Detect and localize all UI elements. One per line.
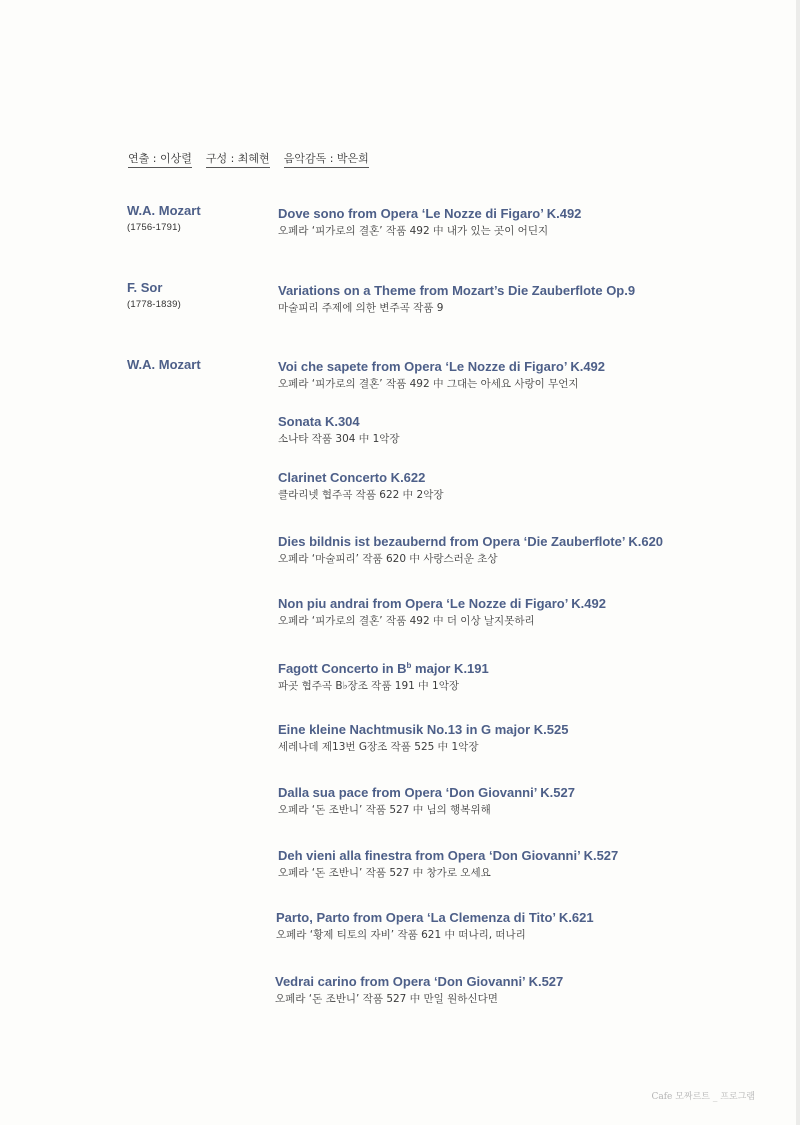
- piece-subtitle: 오페라 ‘황제 티토의 자비’ 작품 621 中 떠나리, 떠나리: [276, 929, 526, 941]
- piece-subtitle: 세레나데 제13번 G장조 작품 525 中 1악장: [278, 741, 479, 753]
- composer-name: F. Sor: [127, 280, 163, 295]
- piece-subtitle: 오페라 ‘돈 조반니’ 작품 527 中 만일 원하신다면: [275, 993, 498, 1005]
- piece-title: Parto, Parto from Opera ‘La Clemenza di Tito’ K.621: [276, 910, 594, 925]
- composer-name: W.A. Mozart: [127, 203, 201, 218]
- piece-title: Vedrai carino from Opera ‘Don Giovanni’ K.527: [275, 974, 564, 989]
- piece-title-rest: major K.191: [411, 661, 489, 676]
- program-item: [278, 470, 443, 502]
- piece-subtitle: 오페라 ‘돈 조반니’ 작품 527 中 님의 행복위해: [278, 804, 491, 816]
- composer-dates: (1778-1839): [127, 299, 181, 310]
- program-item: [276, 910, 594, 942]
- program-item: [278, 283, 635, 315]
- program-item: [278, 534, 663, 566]
- credit-composition: 구성 : 최혜현: [206, 152, 270, 168]
- piece-title-main: Fagott Concerto in B: [278, 661, 407, 676]
- program-item: [278, 359, 605, 391]
- piece-title: Deh vieni alla finestra from Opera ‘Don Giovanni’ K.527: [278, 848, 619, 863]
- composer-mozart-1: [127, 203, 201, 233]
- program-item: [278, 848, 618, 880]
- composer-mozart-2: [127, 357, 201, 373]
- piece-title: Dies bildnis ist bezaubernd from Opera ‘Die Zauberflote’ K.620: [278, 534, 664, 549]
- piece-subtitle: 오페라 ‘피가로의 결혼’ 작품 492 中 그대는 아세요 사랑이 무언지: [278, 378, 579, 390]
- piece-subtitle: 오페라 ‘피가로의 결혼’ 작품 492 中 내가 있는 곳이 어딘지: [278, 225, 549, 237]
- piece-subtitle: 소나타 작품 304 中 1악장: [278, 433, 400, 445]
- piece-title: Non piu andrai from Opera ‘Le Nozze di Figaro’ K.492: [278, 596, 606, 611]
- piece-subtitle: 파곳 협주곡 B♭장조 작품 191 中 1악장: [278, 680, 459, 692]
- piece-subtitle: 클라리넷 협주곡 작품 622 中 2악장: [278, 489, 444, 501]
- piece-title: Variations on a Theme from Mozart’s Die Zauberflote Op.9: [278, 283, 636, 298]
- credit-music-director: 음악감독 : 박은희: [284, 152, 369, 168]
- piece-subtitle: 오페라 ‘피가로의 결혼’ 작품 492 中 더 이상 날지못하리: [278, 615, 535, 627]
- composer-name: W.A. Mozart: [127, 357, 201, 372]
- piece-title: Eine kleine Nachtmusik No.13 in G major K.525: [278, 722, 569, 737]
- piece-title: Sonata K.304: [278, 414, 360, 429]
- credit-director: 연출 : 이상렬: [128, 152, 192, 168]
- piece-title: Dalla sua pace from Opera ‘Don Giovanni’ K.527: [278, 785, 575, 800]
- piece-title: Clarinet Concerto K.622: [278, 470, 426, 485]
- program-item: [278, 414, 400, 446]
- piece-subtitle: 오페라 ‘돈 조반니’ 작품 527 中 창가로 오세요: [278, 867, 491, 879]
- piece-subtitle: 오페라 ‘마술피리’ 작품 620 中 사랑스러운 초상: [278, 553, 498, 565]
- program-item: [278, 658, 489, 693]
- credits-line: [128, 152, 383, 168]
- piece-title: [278, 658, 489, 677]
- program-item: [278, 785, 575, 817]
- composer-dates: (1756-1791): [127, 222, 181, 233]
- flat-superscript: b: [406, 661, 412, 670]
- page-footer: Cafe 모짜르트 _ 프로그램: [651, 1092, 755, 1102]
- composer-sor: [127, 280, 181, 310]
- program-item: [278, 206, 581, 238]
- piece-subtitle: 마술피리 주제에 의한 변주곡 작품 9: [278, 302, 444, 314]
- page-edge: [796, 0, 800, 1125]
- program-item: [278, 722, 568, 754]
- program-item: [275, 974, 563, 1006]
- program-item: [278, 596, 606, 628]
- piece-title: Dove sono from Opera ‘Le Nozze di Figaro’ K.492: [278, 206, 582, 221]
- piece-title: Voi che sapete from Opera ‘Le Nozze di Figaro’ K.492: [278, 359, 606, 374]
